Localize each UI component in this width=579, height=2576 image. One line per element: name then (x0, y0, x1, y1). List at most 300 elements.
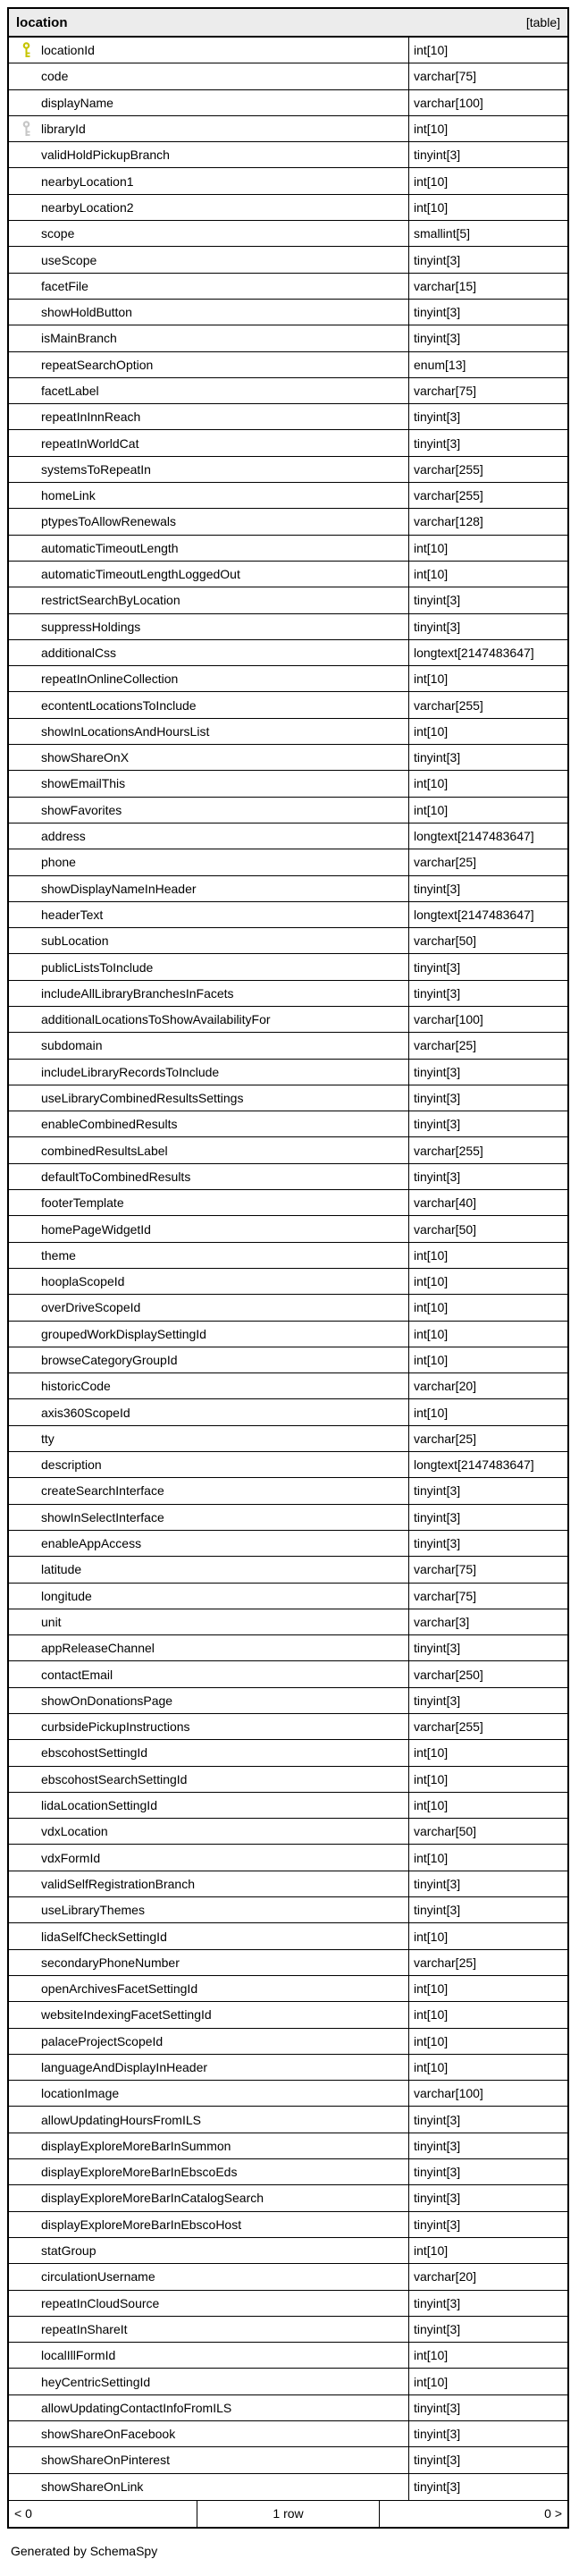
column-type: int[10] (408, 168, 567, 193)
table-row (9, 1322, 567, 1347)
column-name-cell (9, 63, 408, 89)
column-type: int[10] (408, 1399, 567, 1424)
column-name: enableAppAccess (41, 1536, 142, 1551)
table-row (9, 562, 567, 587)
column-name-cell (9, 1923, 408, 1948)
column-type: int[10] (408, 116, 567, 141)
column-name-cell (9, 666, 408, 691)
table-row (9, 1190, 567, 1216)
column-name: languageAndDisplayInHeader (41, 2060, 208, 2074)
column-name-cell (9, 509, 408, 534)
column-name: useLibraryCombinedResultsSettings (41, 1091, 244, 1106)
column-type: longtext[2147483647] (408, 1452, 567, 1477)
column-name: contactEmail (41, 1667, 113, 1682)
column-type: varchar[255] (408, 457, 567, 482)
table-row (9, 1085, 567, 1111)
table-row (9, 1060, 567, 1085)
column-name-cell (9, 745, 408, 770)
column-type: varchar[75] (408, 63, 567, 89)
footer-children-count: < 0 (14, 2506, 32, 2521)
table-row (9, 1452, 567, 1478)
column-name-cell (9, 1111, 408, 1136)
column-name: createSearchInterface (41, 1483, 164, 1499)
table-row (9, 1793, 567, 1819)
table-row (9, 2317, 567, 2343)
column-name-cell (9, 378, 408, 403)
table-row (9, 587, 567, 613)
column-name-cell (9, 928, 408, 953)
table-row (9, 640, 567, 666)
column-name-cell (9, 2212, 408, 2237)
column-name-cell (9, 1164, 408, 1189)
table-row (9, 38, 567, 63)
column-type: tinyint[3] (408, 876, 567, 901)
column-type: int[10] (408, 38, 567, 63)
column-name-cell (9, 2159, 408, 2184)
column-type: tinyint[3] (408, 1635, 567, 1660)
column-name-cell (9, 2317, 408, 2342)
table-row (9, 692, 567, 718)
column-type: int[10] (408, 1767, 567, 1792)
table-row (9, 352, 567, 378)
column-name: libraryId (41, 122, 86, 137)
column-name: automaticTimeoutLength (41, 540, 179, 555)
table-row (9, 116, 567, 142)
column-name: enableCombinedResults (41, 1117, 178, 1132)
column-name: showShareOnLink (41, 2479, 144, 2495)
table-row (9, 1347, 567, 1373)
table-row (9, 168, 567, 194)
column-name-cell (9, 1478, 408, 1503)
column-name-cell (9, 1976, 408, 2001)
column-type: tinyint[3] (408, 2107, 567, 2132)
column-name-cell (9, 1557, 408, 1582)
table-row (9, 430, 567, 456)
table-row (9, 1635, 567, 1661)
column-type: tinyint[3] (408, 404, 567, 429)
column-name-cell (9, 404, 408, 429)
column-type: tinyint[3] (408, 142, 567, 167)
column-type: tinyint[3] (408, 587, 567, 612)
column-name-cell (9, 221, 408, 246)
column-type: int[10] (408, 1322, 567, 1347)
column-name-cell (9, 142, 408, 167)
column-type: varchar[20] (408, 1373, 567, 1398)
table-row (9, 1976, 567, 2002)
table-row (9, 1950, 567, 1976)
column-name-cell (9, 1819, 408, 1844)
table-row (9, 221, 567, 247)
column-type: tinyint[3] (408, 2447, 567, 2472)
column-name-cell (9, 954, 408, 979)
column-name-cell (9, 1871, 408, 1896)
table-row (9, 745, 567, 771)
column-name: additionalLocationsToShowAvailabilityFor (41, 1012, 271, 1027)
table-row (9, 876, 567, 902)
column-type: int[10] (408, 1923, 567, 1948)
column-name-cell (9, 562, 408, 587)
column-name-cell (9, 1243, 408, 1268)
column-name: historicCode (41, 1379, 111, 1394)
table-row (9, 2474, 567, 2500)
column-name-cell (9, 116, 408, 141)
column-name: displayExploreMoreBarInCatalogSearch (41, 2191, 264, 2206)
column-type: varchar[255] (408, 692, 567, 717)
table-row (9, 954, 567, 980)
column-name: circulationUsername (41, 2269, 155, 2285)
table-row (9, 1269, 567, 1295)
column-name: axis360ScopeId (41, 1405, 130, 1420)
table-row (9, 849, 567, 875)
table-row (9, 981, 567, 1007)
column-name-cell (9, 457, 408, 482)
table-row (9, 1111, 567, 1137)
columns-list (9, 38, 567, 2500)
column-name-cell (9, 300, 408, 325)
column-name: address (41, 829, 86, 844)
column-name: displayName (41, 95, 113, 110)
column-type: tinyint[3] (408, 745, 567, 770)
table-row (9, 2447, 567, 2473)
table-row (9, 1897, 567, 1923)
column-name-cell (9, 614, 408, 639)
column-name-cell (9, 849, 408, 874)
table-row (9, 1609, 567, 1635)
column-type: int[10] (408, 1347, 567, 1372)
column-name-cell (9, 195, 408, 220)
column-name: appReleaseChannel (41, 1641, 155, 1656)
table-row (9, 274, 567, 300)
table-row (9, 1661, 567, 1687)
column-type: varchar[255] (408, 1714, 567, 1739)
column-name: facetFile (41, 278, 88, 293)
table-row (9, 1505, 567, 1531)
table-row (9, 1767, 567, 1793)
column-name-cell (9, 2107, 408, 2132)
column-type: tinyint[3] (408, 2395, 567, 2420)
column-name-cell (9, 1584, 408, 1609)
table-row (9, 2107, 567, 2133)
table-row (9, 2238, 567, 2264)
column-type: longtext[2147483647] (408, 640, 567, 665)
column-name: showFavorites (41, 802, 122, 817)
column-type: int[10] (408, 1295, 567, 1320)
column-name: vdxLocation (41, 1824, 108, 1839)
column-name: repeatInOnlineCollection (41, 671, 179, 687)
column-name-cell (9, 692, 408, 717)
column-name-cell (9, 1661, 408, 1686)
footer-row-count: 1 row (197, 2501, 381, 2527)
column-type: varchar[15] (408, 274, 567, 299)
table-row (9, 1137, 567, 1163)
column-name: nearbyLocation1 (41, 173, 134, 189)
column-name-cell (9, 1767, 408, 1792)
table-row (9, 1531, 567, 1557)
column-name: showShareOnPinterest (41, 2453, 170, 2468)
column-name-cell (9, 1531, 408, 1556)
column-name-cell (9, 2081, 408, 2106)
column-name: websiteIndexingFacetSettingId (41, 2007, 212, 2023)
column-type: tinyint[3] (408, 1164, 567, 1189)
column-type: varchar[3] (408, 1609, 567, 1634)
column-type: varchar[128] (408, 509, 567, 534)
column-type: varchar[100] (408, 90, 567, 115)
table-row (9, 2264, 567, 2290)
column-type: tinyint[3] (408, 614, 567, 639)
column-name-cell (9, 1452, 408, 1477)
column-type: int[10] (408, 1269, 567, 1294)
column-type: int[10] (408, 2369, 567, 2394)
column-type: varchar[75] (408, 378, 567, 403)
table-row (9, 798, 567, 823)
column-name: latitude (41, 1562, 82, 1577)
table-row (9, 719, 567, 745)
column-name-cell (9, 352, 408, 377)
column-name-cell (9, 1060, 408, 1085)
table-row (9, 1688, 567, 1714)
table-row (9, 1373, 567, 1399)
column-type: varchar[50] (408, 928, 567, 953)
column-type: int[10] (408, 798, 567, 823)
column-name-cell (9, 1740, 408, 1765)
column-name-cell (9, 1635, 408, 1660)
primary-key-icon (21, 42, 31, 58)
column-name-cell (9, 2421, 408, 2446)
column-type: tinyint[3] (408, 1085, 567, 1111)
column-name-cell (9, 1897, 408, 1922)
column-name-cell (9, 168, 408, 193)
table-row (9, 928, 567, 954)
table-header (9, 9, 567, 38)
column-name: repeatInShareIt (41, 2321, 128, 2336)
column-name-cell (9, 1322, 408, 1347)
column-name-cell (9, 587, 408, 612)
column-type: int[10] (408, 2238, 567, 2263)
column-type: int[10] (408, 771, 567, 796)
column-name-cell (9, 2133, 408, 2158)
table-row (9, 404, 567, 430)
column-name: statGroup (41, 2243, 96, 2259)
column-name-cell (9, 771, 408, 796)
column-name: suppressHoldings (41, 619, 141, 634)
table-row (9, 509, 567, 535)
column-name: theme (41, 1247, 76, 1263)
table-type-badge: [table] (525, 15, 560, 30)
column-name: defaultToCombinedResults (41, 1169, 191, 1184)
table-row (9, 2421, 567, 2447)
column-name-cell (9, 1505, 408, 1530)
column-name: validSelfRegistrationBranch (41, 1876, 195, 1891)
column-type: int[10] (408, 1976, 567, 2001)
column-name: repeatInCloudSource (41, 2295, 160, 2310)
column-type: tinyint[3] (408, 2133, 567, 2158)
table-row (9, 1243, 567, 1269)
column-type: varchar[50] (408, 1819, 567, 1844)
column-name-cell (9, 2343, 408, 2368)
column-type: tinyint[3] (408, 1478, 567, 1503)
column-type: tinyint[3] (408, 1871, 567, 1896)
column-name-cell (9, 798, 408, 823)
column-type: int[10] (408, 719, 567, 744)
column-type: int[10] (408, 2029, 567, 2054)
column-type: varchar[75] (408, 1584, 567, 1609)
column-name-cell (9, 483, 408, 508)
column-type: int[10] (408, 1740, 567, 1765)
column-type: varchar[20] (408, 2264, 567, 2289)
column-name: groupedWorkDisplaySettingId (41, 1326, 206, 1341)
table-row (9, 2002, 567, 2028)
column-type: varchar[250] (408, 1661, 567, 1686)
column-type: tinyint[3] (408, 1111, 567, 1136)
column-name-cell (9, 247, 408, 272)
column-name: showInLocationsAndHoursList (41, 723, 210, 739)
table-row (9, 1584, 567, 1609)
table-footer (9, 2500, 567, 2527)
column-type: tinyint[3] (408, 1531, 567, 1556)
column-name: ptypesToAllowRenewals (41, 514, 176, 529)
table-row (9, 1007, 567, 1033)
table-row (9, 2291, 567, 2317)
table-row (9, 2343, 567, 2369)
column-type: tinyint[3] (408, 1060, 567, 1085)
column-name: subdomain (41, 1038, 103, 1053)
column-name: econtentLocationsToInclude (41, 697, 197, 713)
column-name-cell (9, 981, 408, 1006)
column-name-cell (9, 1688, 408, 1713)
column-name: includeLibraryRecordsToInclude (41, 1064, 220, 1079)
table-row (9, 1164, 567, 1190)
column-type: int[10] (408, 2002, 567, 2027)
table-row (9, 1426, 567, 1452)
column-type: varchar[75] (408, 1557, 567, 1582)
column-name-cell (9, 2238, 408, 2263)
column-name: repeatInInnReach (41, 410, 141, 425)
column-type: int[10] (408, 2055, 567, 2080)
column-name-cell (9, 719, 408, 744)
column-name-cell (9, 2395, 408, 2420)
column-name-cell (9, 1269, 408, 1294)
table-row (9, 300, 567, 325)
column-name: allowUpdatingHoursFromILS (41, 2112, 201, 2127)
table-row (9, 63, 567, 89)
column-type: longtext[2147483647] (408, 902, 567, 927)
column-name-cell (9, 1714, 408, 1739)
column-name: includeAllLibraryBranchesInFacets (41, 985, 234, 1001)
column-name-cell (9, 902, 408, 927)
table-row (9, 902, 567, 928)
column-name: locationImage (41, 2086, 120, 2101)
column-type: varchar[40] (408, 1190, 567, 1215)
table-title: location (16, 14, 68, 30)
column-name: showShareOnX (41, 750, 130, 765)
column-name: footerTemplate (41, 1195, 124, 1211)
column-type: smallint[5] (408, 221, 567, 246)
column-type: varchar[255] (408, 1137, 567, 1162)
column-type: varchar[50] (408, 1216, 567, 1241)
column-name-cell (9, 2474, 408, 2500)
column-type: int[10] (408, 195, 567, 220)
table-row (9, 378, 567, 404)
table-row (9, 1845, 567, 1871)
column-type: tinyint[3] (408, 430, 567, 455)
column-name: headerText (41, 907, 104, 922)
column-name-cell (9, 430, 408, 455)
column-name-cell (9, 823, 408, 849)
column-name-cell (9, 1085, 408, 1111)
column-type: tinyint[3] (408, 954, 567, 979)
column-name-cell (9, 1137, 408, 1162)
column-name: showInSelectInterface (41, 1509, 164, 1524)
column-name-cell (9, 2002, 408, 2027)
column-type: tinyint[3] (408, 2421, 567, 2446)
column-name-cell (9, 1190, 408, 1215)
column-name: ebscohostSearchSettingId (41, 1771, 188, 1786)
table-row (9, 2369, 567, 2394)
column-name-cell (9, 1609, 408, 1634)
column-name: browseCategoryGroupId (41, 1352, 178, 1367)
column-name: restrictSearchByLocation (41, 593, 180, 608)
column-name: tty (41, 1431, 55, 1446)
column-name-cell (9, 1793, 408, 1818)
column-name: unit (41, 1614, 62, 1629)
column-name: displayExploreMoreBarInEbscoHost (41, 2217, 242, 2232)
column-type: tinyint[3] (408, 1897, 567, 1922)
column-type: tinyint[3] (408, 981, 567, 1006)
column-name: code (41, 69, 69, 84)
footer-parents-count: 0 > (544, 2506, 563, 2521)
column-type: varchar[100] (408, 2081, 567, 2106)
column-name-cell (9, 274, 408, 299)
column-name: systemsToRepeatIn (41, 461, 151, 477)
column-type: tinyint[3] (408, 2317, 567, 2342)
column-name: showEmailThis (41, 776, 126, 791)
column-name: subLocation (41, 933, 109, 949)
column-name-cell (9, 640, 408, 665)
column-name-cell (9, 1373, 408, 1398)
column-name: showDisplayNameInHeader (41, 881, 197, 896)
table-row (9, 771, 567, 797)
column-name-cell (9, 876, 408, 901)
column-name: additionalCss (41, 645, 117, 660)
table-row (9, 1557, 567, 1583)
table-row (9, 1033, 567, 1059)
table-row (9, 195, 567, 221)
table-row (9, 483, 567, 509)
column-type: tinyint[3] (408, 2185, 567, 2210)
table-row (9, 823, 567, 849)
table-row (9, 2185, 567, 2211)
column-name-cell (9, 2369, 408, 2394)
table-row (9, 1871, 567, 1897)
column-name: allowUpdatingContactInfoFromILS (41, 2400, 232, 2415)
column-type: tinyint[3] (408, 325, 567, 351)
column-name: useScope (41, 252, 97, 267)
table-row (9, 1399, 567, 1425)
table-row (9, 1216, 567, 1242)
column-name: publicListsToInclude (41, 959, 154, 975)
column-name: palaceProjectScopeId (41, 2033, 164, 2048)
column-name-cell (9, 1347, 408, 1372)
column-name-cell (9, 2185, 408, 2210)
column-name-cell (9, 2264, 408, 2289)
table-row (9, 247, 567, 273)
column-name-cell (9, 1399, 408, 1424)
column-name: scope (41, 226, 75, 241)
column-name-cell (9, 2447, 408, 2472)
column-name: repeatSearchOption (41, 357, 154, 372)
table-row (9, 2395, 567, 2421)
column-name: useLibraryThemes (41, 1903, 145, 1918)
